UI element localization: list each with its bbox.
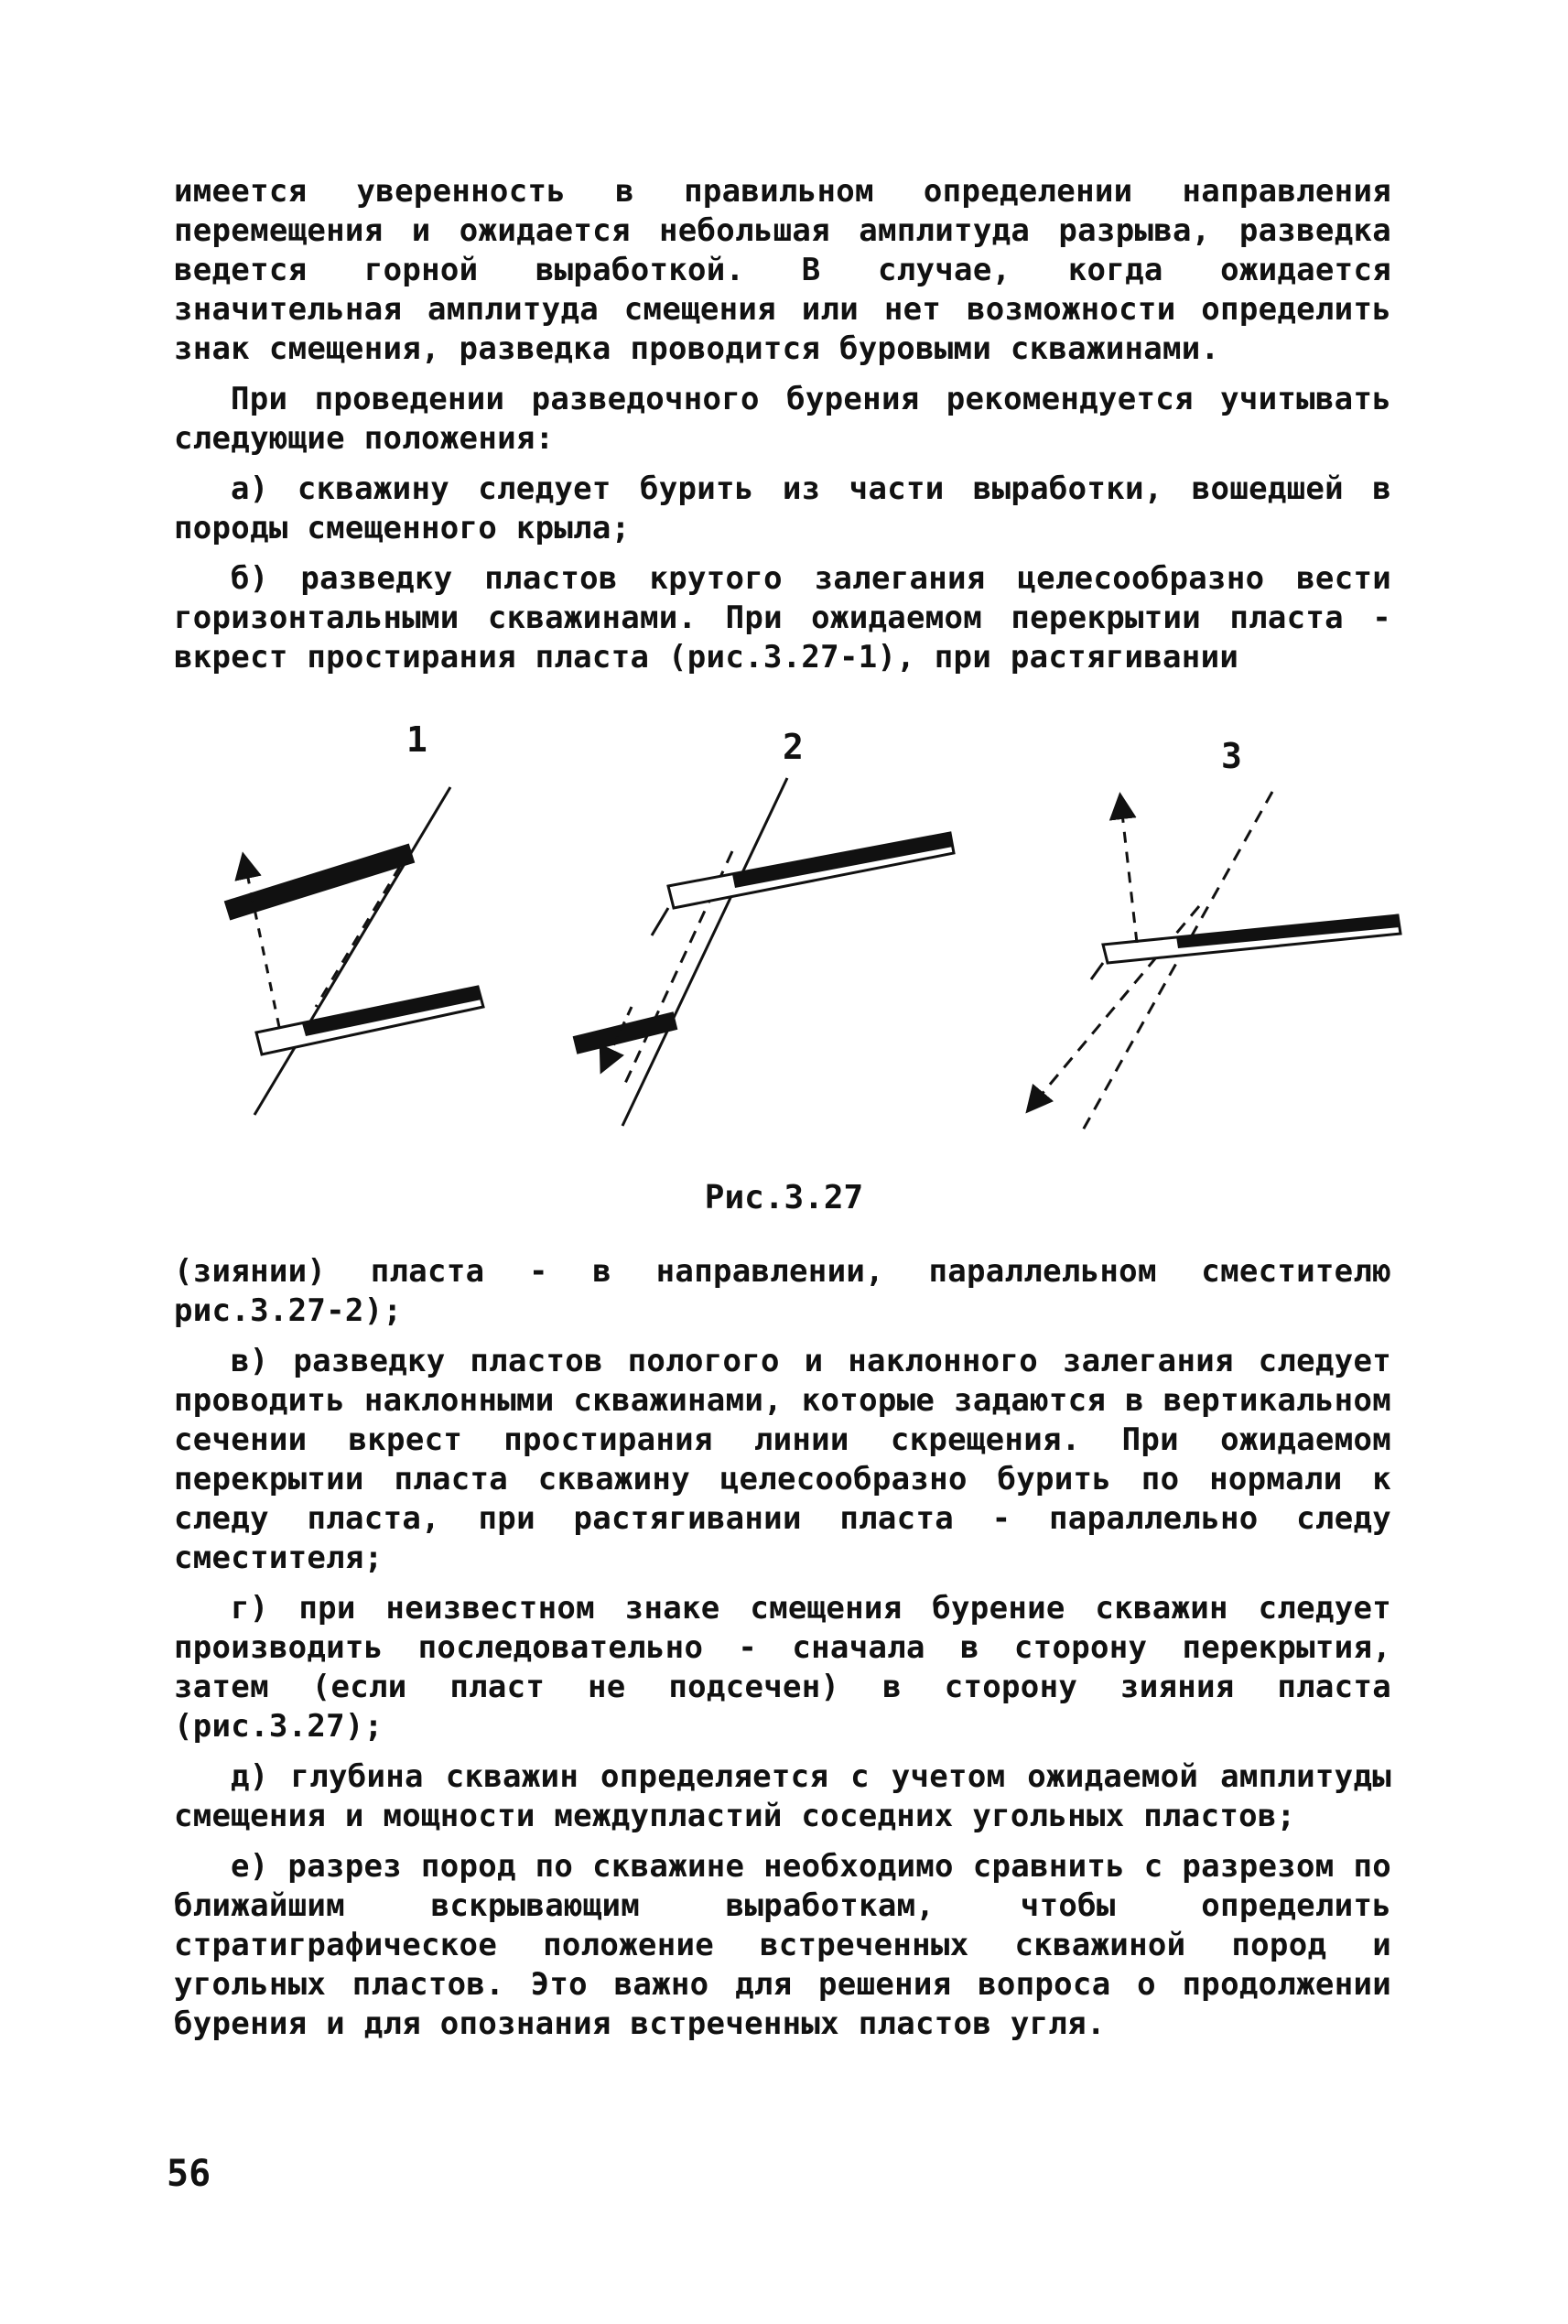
panel-2-diagram — [575, 778, 954, 1126]
list-item-v: в) разведку пластов пологого и наклонного залегания следует проводить наклонными скважинами, которые задаются в вертикальном сечении вкрест простирания линии скрещения. При ожидаемом перекрытии пласта скважину целесообразно бурить по нормали к следу пласта, при растягивании пласта - параллельно следу сместителя; — [174, 1343, 1391, 1576]
paragraph-drilling-intro: При проведении разведочного бурения рекомендуется учитывать следующие положения: — [174, 381, 1391, 457]
panel-label-2: 2 — [783, 727, 804, 767]
coal-seam-lower — [575, 1021, 676, 1045]
seam-bend-line — [652, 908, 668, 935]
borehole-arrow-up — [1121, 805, 1137, 943]
list-item-a: а) скважину следует бурить из части выработки, вошедшей в породы смещенного крыла; — [174, 470, 1391, 546]
list-item-d: д) глубина скважин определяется с учетом ожидаемой амплитуды смещения и мощности междупластий соседних угольных пластов; — [174, 1758, 1391, 1834]
text-block-top — [174, 172, 1391, 688]
coal-seam-upper — [227, 853, 412, 911]
list-item-g: г) при неизвестном знаке смещения бурение скважин следует производить последовательно - сначала в сторону перекрытия, затем (если пласт не подсечен) в сторону зияния пласта (рис.3.27); — [174, 1590, 1391, 1745]
panel-label-1: 1 — [406, 719, 427, 760]
page-number: 56 — [167, 2153, 211, 2195]
fault-plane-line — [254, 787, 450, 1115]
text-block-bottom — [174, 1252, 1391, 2055]
list-item-b: б) разведку пластов крутого залегания целесообразно вести горизонтальными скважинами. При ожидаемом перекрытии пласта - вкрест простирания пласта (рис.3.27-1), при растягивании — [174, 560, 1391, 676]
borehole-arrow-down — [1034, 906, 1199, 1103]
figure-caption: Рис.3.27 — [704, 1179, 864, 1216]
figure-3-27 — [0, 696, 1568, 1245]
list-item-e: е) разрез пород по скважине необходимо сравнить с разрезом по ближайшим вскрывающим выработкам, чтобы определить стратиграфическое положение встреченных скважиной пород и угольных пластов. Это важно для решения вопроса о продолжении бурения и для опознания встреченных пластов угля. — [174, 1848, 1391, 2042]
seam-bend-line — [1091, 963, 1103, 979]
panel-3-diagram — [1034, 792, 1400, 1135]
paragraph-continuation: имеется уверенность в правильном определении направления перемещения и ожидается небольшая амплитуда разрыва, разведка ведется горной выработкой. В случае, когда ожидается значительная амплитуда смещения или нет возможности определить знак смещения, разведка проводится буровыми скважинами. — [174, 173, 1391, 367]
panel-label-3: 3 — [1221, 736, 1242, 776]
paragraph-continuation-b: (зиянии) пласта - в направлении, параллельном сместителю рис.3.27-2); — [174, 1253, 1391, 1329]
fault-diagram — [0, 696, 1568, 1245]
panel-1-diagram — [227, 787, 483, 1115]
fault-plane-line — [622, 778, 787, 1126]
